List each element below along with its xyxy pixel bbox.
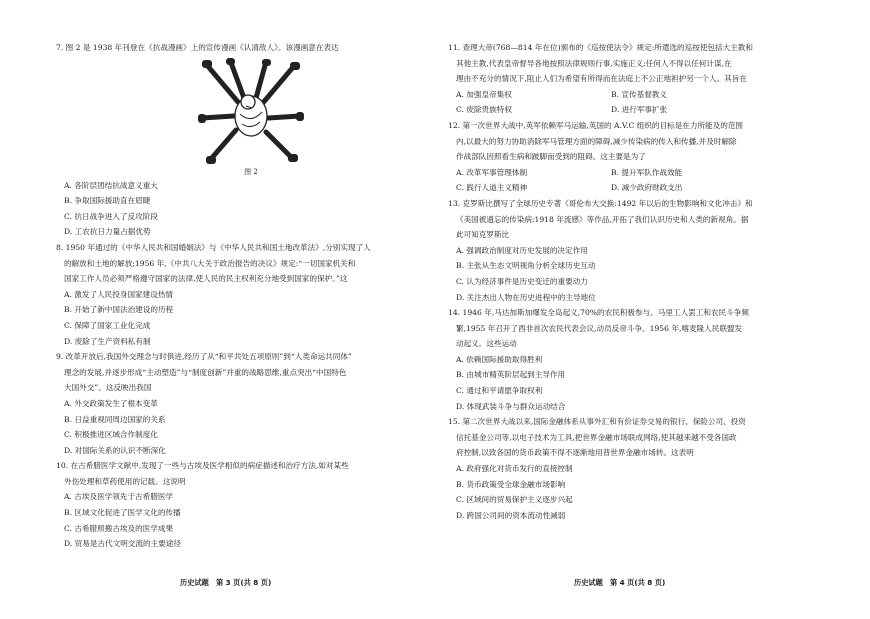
stem-line: 10. 在古希腊医学文献中,发现了一些与古埃及医学相似的病症描述和治疗方法,如对某些 xyxy=(56,461,349,471)
stem-line: 府控制,以致各国的货币政策不得不逐渐地用普世界金融市场转。这表明 xyxy=(456,448,694,458)
option: C. 积极推进区域合作制度化 xyxy=(64,430,158,440)
question-8 xyxy=(56,240,416,349)
options-grid xyxy=(448,87,813,118)
stem-line: 的解放和土地的解放;1956 年,《中共八大关于政治报告的决议》规定:“一切国家机关和 xyxy=(64,258,356,268)
question-12-stem xyxy=(448,118,813,165)
option: A. 改革军事管理体制 xyxy=(456,167,528,177)
option: B. 争取国际援助直在眉睫 xyxy=(64,196,151,206)
stem-line: 12. 第一次世界大战中,英军依赖军马运输,英国的 A.V.C 组织的目标是在力所能及的范围 xyxy=(448,120,744,130)
option: D. 关注杰出人物在历史进程中的主导地位 xyxy=(456,292,596,302)
question-15-stem xyxy=(448,414,813,461)
question-9-stem xyxy=(56,349,416,396)
option: C. 区域间的贸易保护主义逐步兴起 xyxy=(456,495,573,505)
question-11-stem xyxy=(448,40,813,87)
option: D. 废除了生产资料私有制 xyxy=(64,336,151,346)
option: A. 政府强化对货币发行的直接控制 xyxy=(456,464,573,474)
stem-line: 大国外交”。这反映出我国 xyxy=(64,383,152,393)
stem-line: 内,以最大的努力协助消除军马管理方面的障碍,减少传染病的传入和传播,并及时解除 xyxy=(456,136,737,146)
question-8-stem xyxy=(56,240,416,287)
option: B. 由城市精英阶层起到主导作用 xyxy=(456,370,566,380)
option: C. 废除贵族特权 xyxy=(456,105,512,115)
stem-line: 动起义。这些运动 xyxy=(456,339,517,349)
option: B. 区域文化促进了医学文化的传播 xyxy=(64,508,181,518)
option: D. 贸易是古代文明交流的主要途径 xyxy=(64,539,181,549)
question-13 xyxy=(448,196,813,305)
option: A. 古埃及医学领先于古希腊医学 xyxy=(64,492,174,502)
option: A. 强调政治制度对历史发展的决定作用 xyxy=(456,245,588,255)
option: B. 提升军队作战效能 xyxy=(611,167,683,177)
stem-line: 信托基金公司等,以电子技术为工具,把世界金融市场联成网络,使其越来越不受各国政 xyxy=(456,432,737,442)
stem-line: 外伤处理和草药使用的记载。这说明 xyxy=(64,476,186,486)
option: C. 认为经济事件是历史变迁的重要动力 xyxy=(456,276,588,286)
option: A. 激发了人民投身国家建设热情 xyxy=(64,289,174,299)
option: C. 通过和平请愿争取权利 xyxy=(456,386,543,396)
stem-line: 其他主教,代表皇帝督导各地按照法律规则行事,实施正义;任何人不得以任何计谋,在 xyxy=(456,58,732,68)
stem-line: 9. 改革开放后,我国外交理念与时俱进,经历了从“和平共处五项原则”到“人类命运共同体” xyxy=(56,352,352,362)
left-column xyxy=(56,40,416,552)
question-10 xyxy=(56,458,416,552)
cartoon-illustration xyxy=(196,58,306,166)
option: A. 加强皇帝集权 xyxy=(456,89,512,99)
question-14 xyxy=(448,305,813,414)
figure-caption: 图 2 xyxy=(244,167,258,176)
options-grid xyxy=(448,165,813,196)
option: A. 外交政策发生了根本变革 xyxy=(64,398,158,408)
stem-line: 理由不充分的情况下,阻止人们为希望有所得而在法庭上不公正地袒护另一个人。其旨在 xyxy=(456,74,747,84)
stem-line: 13. 克罗斯比撰写了全球历史专著《哥伦布大交换:1492 年以后的生物影响和文化冲击》和 xyxy=(448,198,753,208)
option: D. 工农抗日力量占据优势 xyxy=(64,227,151,237)
option: D. 体现武装斗争与群众运动结合 xyxy=(456,401,566,411)
option: A. 依赖国际援助取得胜利 xyxy=(456,354,543,364)
option: D. 对国际关系的认识不断深化 xyxy=(64,445,166,455)
option: D. 减少政府财政支出 xyxy=(611,183,683,193)
right-column xyxy=(448,40,813,523)
propaganda-cartoon-figure xyxy=(196,58,306,166)
question-11 xyxy=(448,40,813,118)
page-footer-right: 历史试题 第 4 页(共 8 页) xyxy=(574,578,666,587)
option: C. 践行人道主义精神 xyxy=(456,183,528,193)
question-7-stem: 7. 图 2 是 1938 年刊登在《抗战漫画》上的宣传漫画《认清敌人》。该漫画意在表达 xyxy=(56,43,339,52)
question-9 xyxy=(56,349,416,458)
option: C. 保障了国家工业化完成 xyxy=(64,320,151,330)
stem-line: 此可知克罗斯比 xyxy=(456,230,510,240)
stem-line: 作战部队因照看生病和跛脚而受到的阻碍。这主要是为了 xyxy=(456,152,646,162)
stem-line: 繁,1955 年召开了西非首次农民代表会议,动员反帝斗争。1956 年,喀麦隆人民联盟发 xyxy=(456,323,743,333)
option: C. 古希腊照搬古埃及的医学成果 xyxy=(64,523,174,533)
option: C. 抗日战争进入了反攻阶段 xyxy=(64,211,158,221)
option: B. 主张从生态文明视角分析全球历史互动 xyxy=(456,261,596,271)
question-14-stem xyxy=(448,305,813,352)
option: B. 宣传基督教义 xyxy=(611,89,667,99)
option: A. 各阶层团结抗战意义重大 xyxy=(64,180,158,190)
page-footer-left: 历史试题 第 3 页(共 8 页) xyxy=(180,578,272,587)
option: D. 跨国公司间的资本流动性减弱 xyxy=(456,510,566,520)
option: B. 开始了新中国法治建设的历程 xyxy=(64,305,174,315)
question-10-stem xyxy=(56,458,416,489)
question-7 xyxy=(56,40,416,240)
option: D. 进行军事扩张 xyxy=(611,105,668,115)
stem-line: 14. 1946 年,马达加斯加爆发全岛起义,70%的农民积极参与。马里工人罢工和农民斗争频 xyxy=(448,308,749,318)
question-13-stem xyxy=(448,196,813,243)
question-15 xyxy=(448,414,813,523)
stem-line: 11. 查理大帝(768—814 年在位)颁布的《巡按使法令》规定:所遣选的巡按使包括大主教和 xyxy=(448,43,753,52)
question-12 xyxy=(448,118,813,196)
stem-line: 国家工作人员必须严格遵守国家的法律,使人民的民主权利充分地受到国家的保护。”这 xyxy=(64,274,348,284)
option: B. 货币政策受全球金融市场影响 xyxy=(456,479,566,489)
stem-line: 理念的发展,并逐步形成“主动塑造”与“制度创新”并重的战略思维,重点突出“中国特色 xyxy=(64,367,347,377)
stem-line: 《美国被遗忘的传染病:1918 年流感》等作品,开拓了我们认识历史和人类的新视角。据 xyxy=(456,214,749,224)
option: B. 日益重视同周边国家的关系 xyxy=(64,414,166,424)
stem-line: 8. 1950 年通过的《中华人民共和国婚姻法》与《中华人民共和国土地改革法》,分别实现了人 xyxy=(56,242,371,252)
stem-line: 15. 第二次世界大战以来,国际金融体系从事外汇和有价证券交易的银行、保险公司、投资 xyxy=(448,417,746,427)
